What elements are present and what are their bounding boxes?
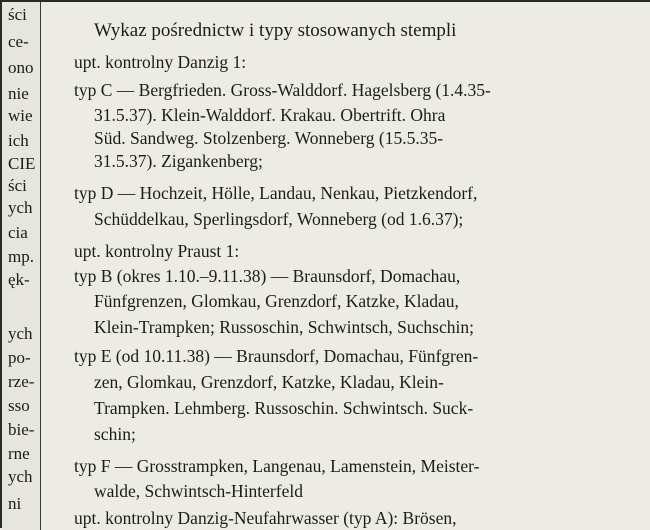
- left-fragment: cia: [8, 223, 28, 242]
- text-line: Trampken. Lehmberg. Russoschin. Schwintsch. Suck-: [94, 398, 474, 418]
- left-fragment: rne: [8, 444, 30, 463]
- text-line: 31.5.37). Klein-Walddorf. Krakau. Obertrift. Ohra: [94, 105, 446, 125]
- left-fragment: ych: [8, 324, 33, 343]
- text-line: upt. kontrolny Danzig 1:: [74, 52, 247, 72]
- left-fragment: po-: [8, 348, 31, 367]
- text-line: typ B (okres 1.10.–9.11.38) — Braunsdorf, Domachau,: [74, 266, 461, 286]
- left-fragment: CIE: [8, 154, 36, 173]
- text-line: 31.5.37). Zigankenberg;: [94, 151, 263, 171]
- left-fragment: ce-: [8, 32, 29, 51]
- left-fragment: ni: [8, 494, 22, 513]
- text-line: Fünfgrenzen, Glomkau, Grenzdorf, Katzke, Kladau,: [94, 291, 459, 311]
- text-line: Klein-Trampken; Russoschin, Schwintsch, Suchschin;: [94, 317, 474, 337]
- left-fragment: ści: [8, 176, 27, 195]
- left-fragment: ych: [8, 467, 33, 486]
- left-fragment: rze-: [8, 372, 35, 391]
- text-line: walde, Schwintsch-Hinterfeld: [94, 481, 303, 501]
- left-fragment: nie: [8, 84, 29, 103]
- text-line: typ D — Hochzeit, Hölle, Landau, Nenkau, Pietzkendorf,: [74, 183, 478, 203]
- text-line: Schüddelkau, Sperlingsdorf, Wonneberg (od 1.6.37);: [94, 209, 464, 229]
- left-fragment: ono: [8, 58, 34, 77]
- left-fragment: mp.: [8, 247, 34, 266]
- text-line: typ C — Bergfrieden. Gross-Walddorf. Hagelsberg (1.4.35-: [74, 80, 491, 100]
- text-line: upt. kontrolny Praust 1:: [74, 241, 240, 261]
- left-fragment: sso: [8, 396, 30, 415]
- left-fragment: wie: [8, 106, 33, 125]
- left-fragment: ęk-: [8, 270, 30, 289]
- text-line: typ E (od 10.11.38) — Braunsdorf, Domachau, Fünfgren-: [74, 346, 479, 366]
- text-line: typ F — Grosstrampken, Langenau, Lamenstein, Meister-: [74, 456, 480, 476]
- text-line: zen, Glomkau, Grenzdorf, Katzke, Kladau, Klein-: [94, 372, 444, 392]
- text-line: schin;: [94, 424, 136, 444]
- left-fragment: ych: [8, 198, 33, 217]
- left-fragment: ści: [8, 5, 27, 24]
- section-heading: Wykaz pośrednictw i typy stosowanych stempli: [94, 20, 457, 41]
- left-column-fragments: [2, 2, 40, 530]
- left-fragment: ich: [8, 131, 29, 150]
- left-fragment: bie-: [8, 420, 35, 439]
- column-divider: [40, 2, 41, 530]
- text-line: upt. kontrolny Danzig-Neufahrwasser (typ A): Brösen,: [74, 508, 457, 528]
- text-line: Süd. Sandweg. Stolzenberg. Wonneberg (15.5.35-: [94, 128, 444, 148]
